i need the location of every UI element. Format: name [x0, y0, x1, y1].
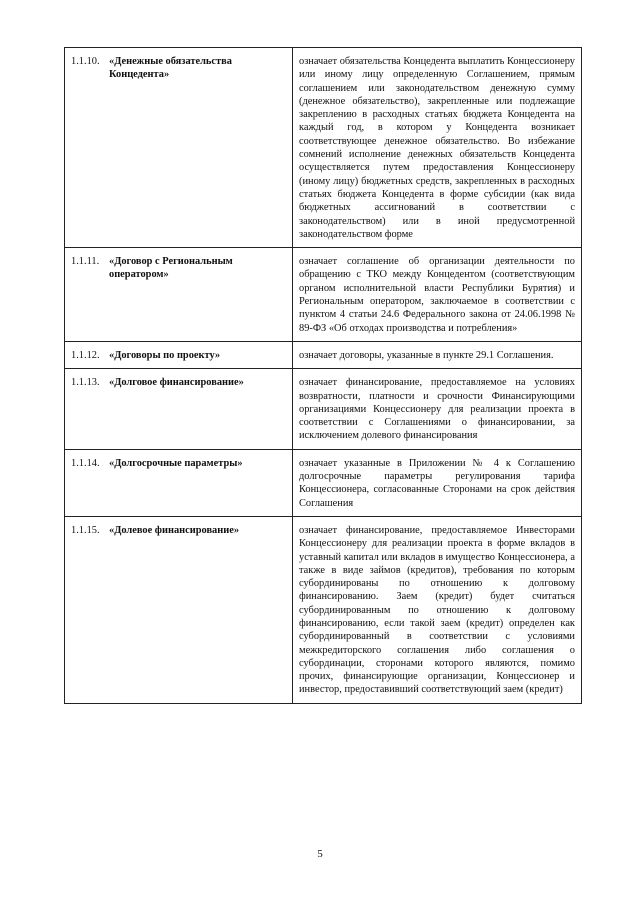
term-cell — [65, 516, 293, 703]
term-cell — [65, 341, 293, 368]
term-definition: означает соглашение об организации деятельности по обращению с ТКО между Концедентом (соответствующим органом исполнительной власти Республики Бурятия) и Региональным оператором, заключаемое в соответствии с пунктом 4 статьи 24.6 Федерального закона от 24.06.1998 № 89-ФЗ «Об отходах производства и потребления» — [299, 256, 575, 334]
table-row — [65, 449, 582, 516]
term-cell — [65, 48, 293, 248]
term-definition: означает финансирование, предоставляемое на условиях возвратности, платности и срочности Финансирующими организациями Концессионеру для реализации проекта в соответствии с Соглашениями о финансировании, за исключением долевого финансирования — [299, 377, 575, 442]
definitions-table — [64, 47, 582, 704]
table-row — [65, 341, 582, 368]
table-row — [65, 48, 582, 248]
clause-number: 1.1.14. — [71, 457, 100, 469]
clause-number: 1.1.10. — [71, 56, 100, 67]
clause-number: 1.1.12. — [71, 349, 100, 361]
definition-cell — [293, 449, 582, 516]
clause-number: 1.1.15. — [71, 524, 100, 536]
table-row — [65, 516, 582, 703]
definition-cell — [293, 516, 582, 703]
table-row — [65, 369, 582, 449]
term-title: «Договор с Региональным оператором» — [109, 256, 233, 281]
page-number: 5 — [317, 848, 323, 860]
term-title: «Долговое финансирование» — [109, 377, 244, 389]
term-definition: означает договоры, указанные в пункте 29.1 Соглашения. — [299, 349, 554, 361]
definition-cell — [293, 341, 582, 368]
term-title: «Долевое финансирование» — [109, 524, 240, 536]
definition-cell — [293, 248, 582, 342]
definition-cell — [293, 369, 582, 449]
term-cell — [65, 449, 293, 516]
term-title: «Денежные обязательства Концедента» — [109, 56, 232, 81]
term-definition: означает финансирование, предоставляемое Инвесторами Концессионеру для реализации проекта в форме вкладов в уставный капитал или вкладов в имущество Концессионера, а также в виде займов (кредитов), требования по которым субординированы по отношению к долговому финансированию. Заем (кредит) будет считаться субординированным по отношению к долговому финансированию, если такой заем (кредит) определен как субординированный в соответствии с условиями межкредиторского соглашения либо соглашения о субординации, сторонами которого являются, помимо прочих, финансирующие организации, Концессионер и инвестор, предоставивший соответствующий заем (кредит) — [299, 524, 575, 696]
definition-cell — [293, 48, 582, 248]
table-row — [65, 248, 582, 342]
term-cell — [65, 248, 293, 342]
term-definition: означает указанные в Приложении № 4 к Соглашению долгосрочные параметры регулирования тарифа Концессионера, согласованные Сторонами на срок действия Соглашения — [299, 457, 575, 509]
term-title: «Договоры по проекту» — [109, 349, 221, 361]
clause-number: 1.1.13. — [71, 377, 100, 389]
term-title: «Долгосрочные параметры» — [109, 457, 243, 469]
term-definition: означает обязательства Концедента выплатить Концессионеру или иному лицу определенную Соглашением, прямым соглашением или законодательством денежную сумму (денежное обязательство), закрепленные или подлежащие закреплению в расходных статьях бюджета Концедента на каждый год, в котором у Концедента возникает соответствующее денежное обязательство. Во избежание сомнений исполнение денежных обязательств Концедента осуществляется путем предоставления Концессионеру (иному лицу) бюджетных средств, закрепленных в расходных статьях бюджета Концедента в форме субсидии (как вида бюджетных ассигнований в соответствии с законодательством) или в иной предусмотренной законодательством форме — [299, 56, 575, 240]
term-cell — [65, 369, 293, 449]
clause-number: 1.1.11. — [71, 256, 100, 268]
